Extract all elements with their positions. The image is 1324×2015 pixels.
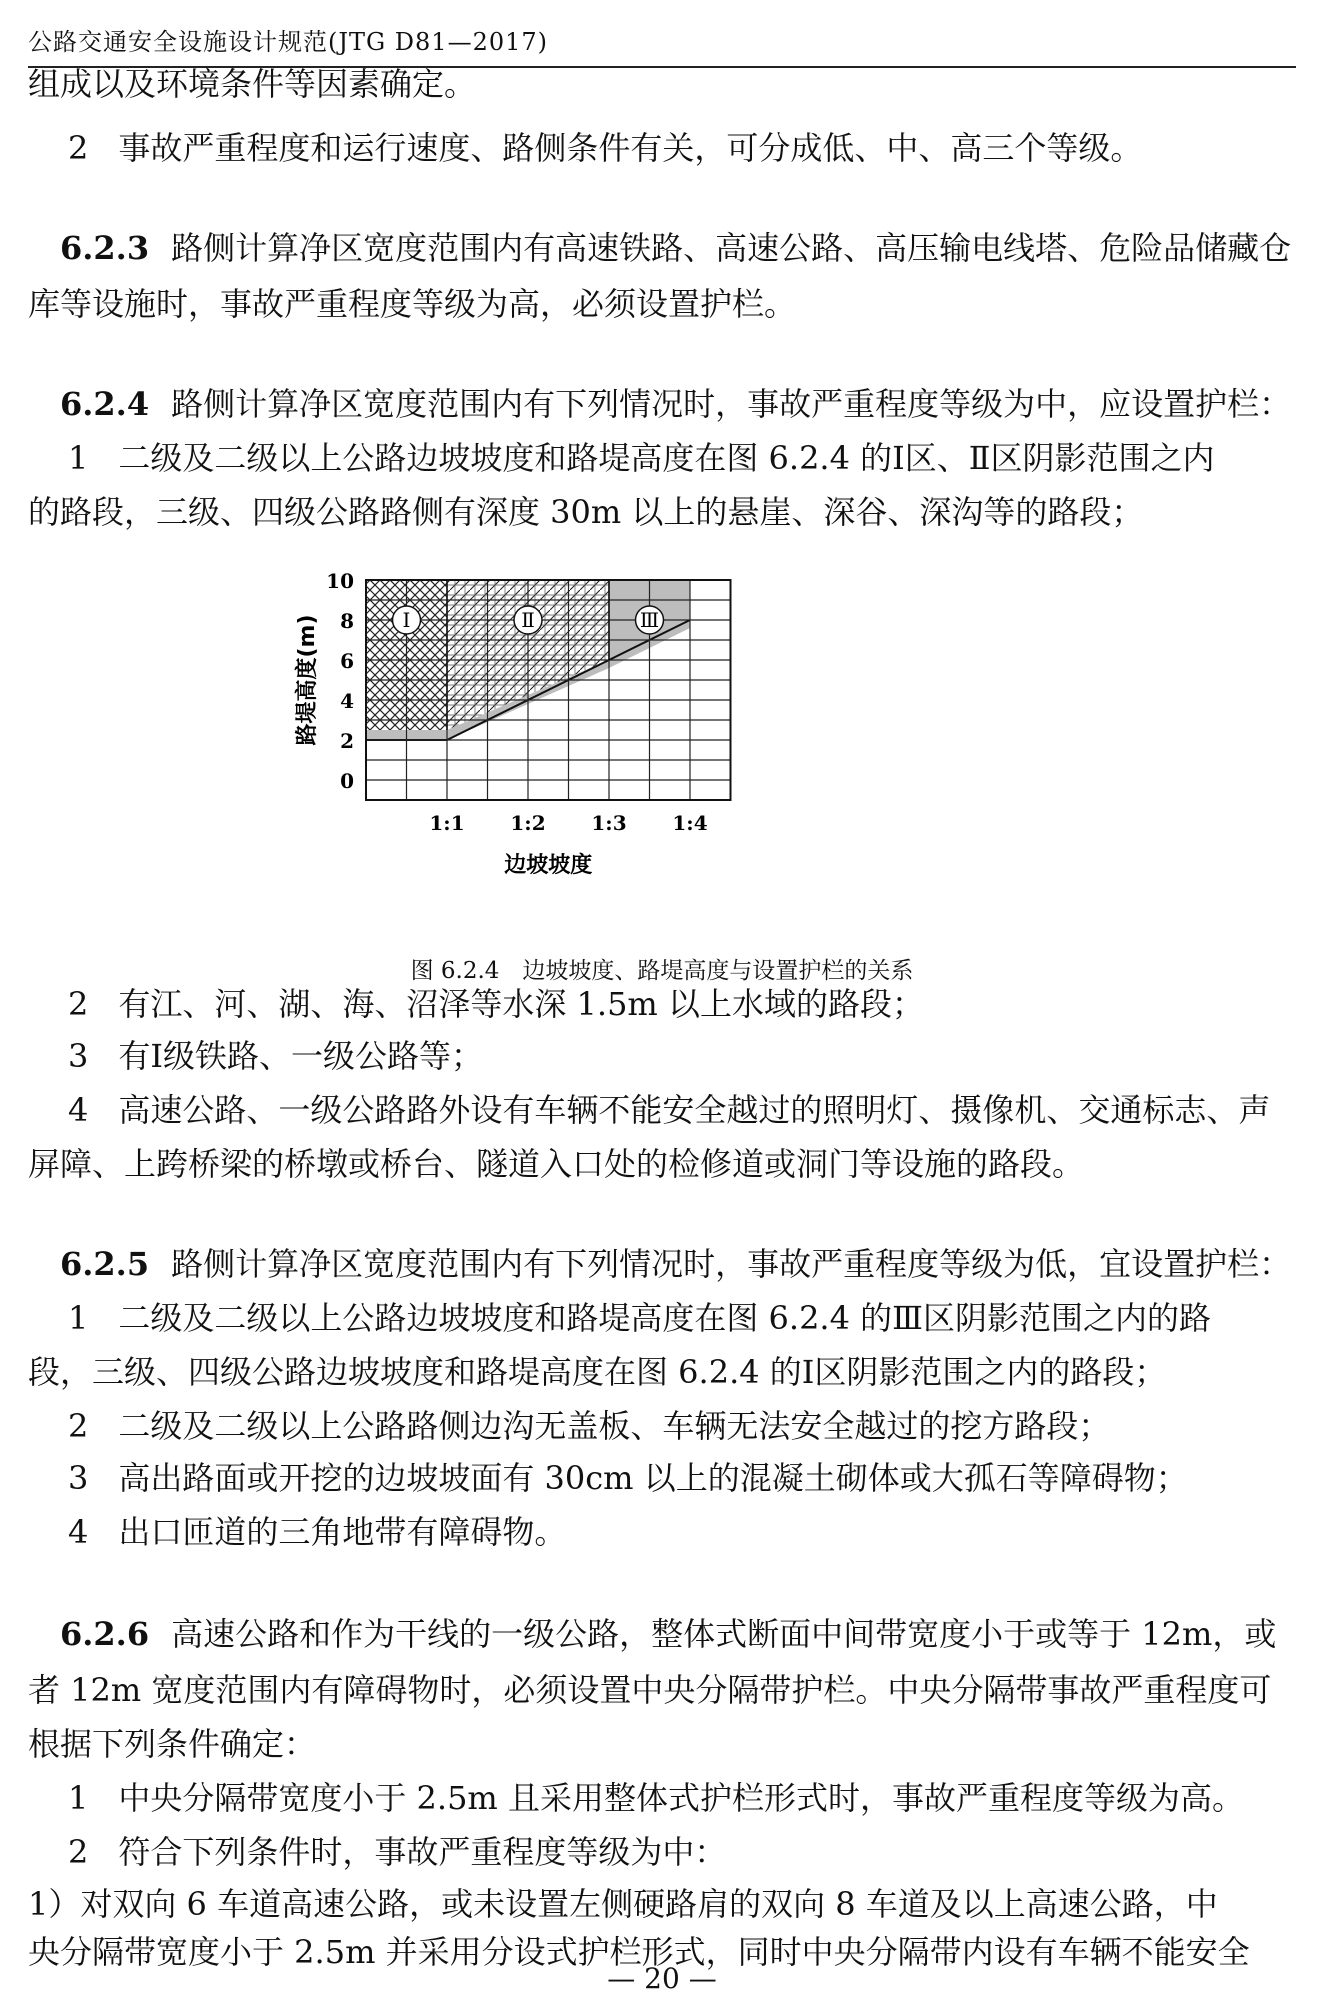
item-number: 3 (68, 1459, 89, 1497)
text-line (28, 488, 1298, 536)
section-number: 6.2.4 (60, 385, 150, 423)
item-number: 1 (68, 1779, 89, 1817)
line-text: 中央分隔带宽度小于 2.5m 且采用整体式护栏形式时，事故严重程度等级为高。 (118, 1779, 1244, 1817)
text-line (60, 380, 1324, 428)
region-label: Ⅰ (402, 608, 411, 632)
line-text: 有Ⅰ级铁路、一级公路等； (118, 1037, 484, 1075)
x-tick-label: 1:3 (591, 811, 627, 835)
item-number: 3 (68, 1037, 89, 1075)
section-number: 6.2.6 (60, 1615, 150, 1653)
line-text: 组成以及环境条件等因素确定。 (28, 65, 477, 103)
x-tick-label: 1:2 (510, 811, 546, 835)
line-text: 的路段，三级、四级公路路侧有深度 30m 以上的悬崖、深谷、深沟等的路段； (28, 493, 1144, 531)
x-tick-label: 1:1 (429, 811, 465, 835)
text-line (68, 980, 1324, 1028)
figure-caption: 图 6.2.4 边坡坡度、路堤高度与设置护栏的关系 (410, 958, 914, 984)
text-line (28, 1880, 1298, 1928)
item-number: 2 (68, 1833, 89, 1871)
line-text: 央分隔带宽度小于 2.5m 并采用分设式护栏形式，同时中央分隔带内设有车辆不能安全 (28, 1933, 1250, 1971)
y-axis-label: 路堤高度(m) (295, 614, 320, 746)
text-line (68, 1402, 1324, 1450)
text-line (68, 1294, 1324, 1342)
page-number: — 20 — (607, 1962, 717, 1995)
region-label: Ⅲ (639, 608, 660, 632)
line-text: 二级及二级以上公路路侧边沟无盖板、车辆无法安全越过的挖方路段； (118, 1407, 1111, 1445)
text-line (60, 1240, 1324, 1288)
text-line (28, 1666, 1298, 1714)
figure-6-2-4 (0, 560, 1324, 960)
line-text: 事故严重程度和运行速度、路侧条件有关，可分成低、中、高三个等级。 (118, 129, 1143, 167)
text-line (28, 280, 1298, 328)
item-number: 1 (68, 1299, 89, 1337)
slope-height-chart (0, 560, 1324, 960)
y-tick-label: 0 (340, 769, 354, 793)
line-text: 段，三级、四级公路边坡坡度和路堤高度在图 6.2.4 的Ⅰ区阴影范围之内的路段； (28, 1353, 1167, 1391)
item-number: 2 (68, 985, 89, 1023)
item-number: 4 (68, 1091, 89, 1129)
text-line (68, 1774, 1324, 1822)
line-text: 库等设施时，事故严重程度等级为高，必须设置护栏。 (28, 285, 797, 323)
section-number: 6.2.3 (60, 229, 150, 267)
y-tick-label: 8 (340, 609, 354, 633)
x-axis-label: 边坡坡度 (504, 853, 593, 878)
section-number: 6.2.5 (60, 1245, 150, 1283)
line-text: 高速公路、一级公路路外设有车辆不能安全越过的照明灯、摄像机、交通标志、声 (118, 1091, 1271, 1129)
y-tick-label: 4 (340, 689, 354, 713)
line-text: 根据下列条件确定： (28, 1725, 317, 1763)
text-line (68, 1454, 1324, 1502)
text-line (28, 1720, 1298, 1768)
item-number: 2 (68, 1407, 89, 1445)
text-line (68, 434, 1324, 482)
line-text: 路侧计算净区宽度范围内有高速铁路、高速公路、高压输电线塔、危险品储藏仓 (171, 229, 1292, 267)
text-line (68, 1032, 1324, 1080)
text-line (28, 1140, 1298, 1188)
text-line (60, 224, 1324, 272)
line-text: 路侧计算净区宽度范围内有下列情况时，事故严重程度等级为中，应设置护栏： (171, 385, 1292, 423)
line-text: 有江、河、湖、海、沼泽等水深 1.5m 以上水域的路段； (118, 985, 924, 1023)
item-number: 1 (68, 439, 89, 477)
line-text: 1）对双向 6 车道高速公路，或未设置左侧硬路肩的双向 8 车道及以上高速公路，中 (28, 1885, 1218, 1923)
text-line (68, 124, 1324, 172)
item-number: 2 (68, 129, 89, 167)
text-line (60, 1610, 1324, 1658)
running-header: 公路交通安全设施设计规范(JTG D81—2017) (28, 28, 549, 56)
text-line (68, 1086, 1324, 1134)
line-text: 路侧计算净区宽度范围内有下列情况时，事故严重程度等级为低，宜设置护栏： (171, 1245, 1292, 1283)
line-text: 高速公路和作为干线的一级公路，整体式断面中间带宽度小于或等于 12m，或 (171, 1615, 1277, 1653)
x-tick-label: 1:4 (672, 811, 708, 835)
line-text: 者 12m 宽度范围内有障碍物时，必须设置中央分隔带护栏。中央分隔带事故严重程度可 (28, 1671, 1272, 1709)
line-text: 符合下列条件时，事故严重程度等级为中： (118, 1833, 727, 1871)
text-line (28, 1348, 1298, 1396)
region-label: Ⅱ (521, 608, 535, 632)
item-number: 4 (68, 1513, 89, 1551)
y-tick-label: 6 (340, 649, 354, 673)
line-text: 出口匝道的三角地带有障碍物。 (118, 1513, 567, 1551)
line-text: 二级及二级以上公路边坡坡度和路堤高度在图 6.2.4 的Ⅲ区阴影范围之内的路 (118, 1299, 1211, 1337)
y-tick-label: 2 (340, 729, 354, 753)
line-text: 高出路面或开挖的边坡坡面有 30cm 以上的混凝土砌体或大孤石等障碍物； (118, 1459, 1188, 1497)
line-text: 二级及二级以上公路边坡坡度和路堤高度在图 6.2.4 的Ⅰ区、Ⅱ区阴影范围之内 (118, 439, 1215, 477)
text-line (28, 60, 1298, 108)
line-text: 屏障、上跨桥梁的桥墩或桥台、隧道入口处的检修道或洞门等设施的路段。 (28, 1145, 1085, 1183)
y-tick-label: 10 (326, 569, 354, 593)
text-line (68, 1508, 1324, 1556)
text-line (68, 1828, 1324, 1876)
